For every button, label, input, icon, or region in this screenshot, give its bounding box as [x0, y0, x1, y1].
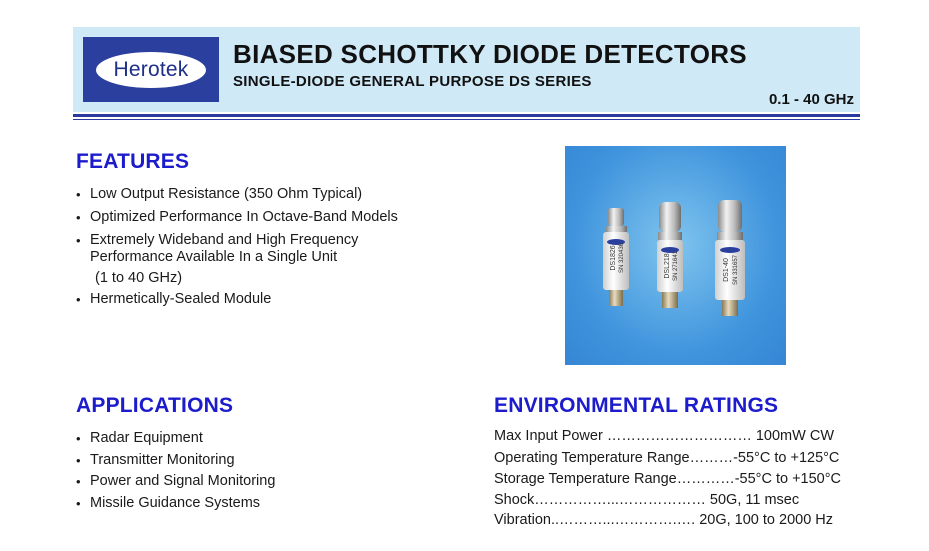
list-item	[76, 186, 436, 203]
page-title: BIASED SCHOTTKY DIODE DETECTORS	[233, 39, 747, 69]
logo-oval	[96, 52, 206, 88]
list-item	[76, 232, 436, 287]
detector-2-serial: SN 271641	[673, 250, 679, 282]
rating-row-vibration: Vibration..………...………….…. 20G, 100 to 2000 Hz	[494, 512, 834, 528]
detector-2	[657, 202, 683, 308]
list-item-text: Low Output Resistance (350 Ohm Typical)	[90, 186, 363, 202]
list-item	[76, 495, 376, 512]
list-item	[76, 291, 436, 308]
list-item-text: Radar Equipment	[90, 430, 203, 446]
frequency-range: 0.1 - 40 GHz	[768, 91, 854, 108]
rating-row-storage-temperature: Storage Temperature Range…………-55°C to +150°C	[494, 471, 842, 487]
rating-row-shock: Shock……………...……………… 50G, 11 msec	[494, 492, 800, 508]
header-banner	[73, 27, 860, 112]
list-item	[76, 209, 436, 226]
detector-2-label: DSL218	[664, 253, 671, 279]
list-item	[76, 452, 376, 469]
list-item	[76, 430, 376, 447]
detector-1-label: DS1826	[610, 245, 617, 271]
list-item-text: Missile Guidance Systems	[90, 494, 261, 511]
product-photo	[565, 146, 786, 365]
detectors-illustration	[565, 146, 786, 365]
herotek-logo	[83, 37, 219, 102]
header-rule-thin	[73, 119, 860, 120]
detector-3	[715, 200, 745, 316]
list-item	[76, 473, 376, 490]
list-item-text-line2: Performance Available In a Single Unit	[90, 249, 338, 265]
features-list	[76, 186, 436, 308]
logo-text: Herotek	[113, 58, 189, 81]
list-item-text: Optimized Performance In Octave-Band Models	[90, 209, 398, 225]
rating-row-operating-temperature: Operating Temperature Range………-55°C to +125°C	[494, 450, 840, 466]
detector-3-label: DS1-40	[723, 258, 730, 282]
header-rule-thick	[73, 114, 860, 117]
detector-1-serial: SN 320436	[619, 242, 625, 274]
environmental-heading: ENVIRONMENTAL RATINGS	[494, 394, 779, 417]
applications-heading: APPLICATIONS	[76, 394, 234, 417]
page-subtitle: SINGLE-DIODE GENERAL PURPOSE DS SERIES	[233, 73, 592, 90]
list-item-text: Power and Signal Monitoring	[90, 473, 276, 489]
detector-3-serial: SN 331657	[733, 254, 739, 286]
rating-row-max-input-power: Max Input Power ………………………… 100mW CW	[494, 428, 834, 444]
list-item-text: Transmitter Monitoring	[90, 451, 235, 468]
applications-list	[76, 430, 376, 512]
list-item-text: • Extremely Wideband and High Frequency	[90, 232, 359, 248]
features-heading: FEATURES	[76, 150, 190, 173]
list-item-text: Hermetically-Sealed Module	[90, 291, 272, 307]
list-item-text-line3: (1 to 40 GHz)	[95, 270, 183, 286]
detector-1	[603, 208, 629, 306]
